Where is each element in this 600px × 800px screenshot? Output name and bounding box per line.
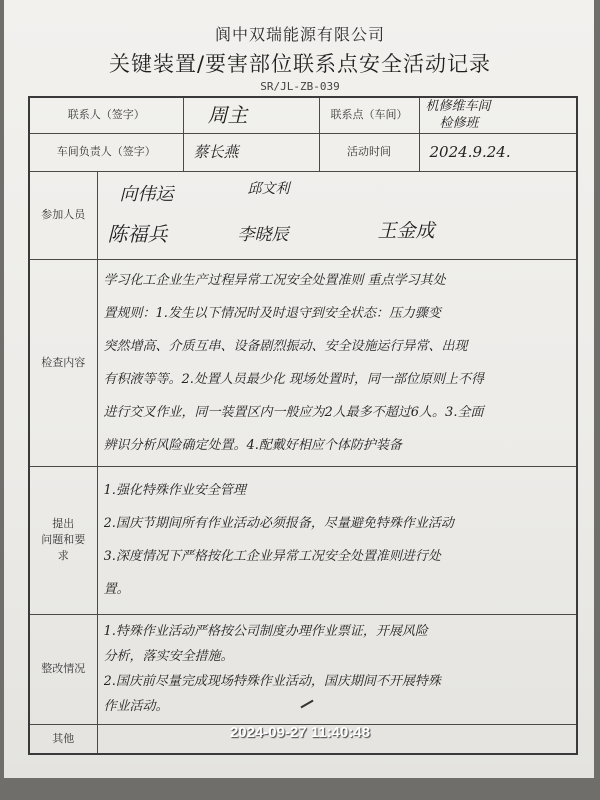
rectification-line: 作业活动。 (103, 699, 169, 714)
row-participants (29, 171, 577, 259)
inspection-line: 突然增高、介质互串、设备剧烈振动、安全设施运行异常、出现 (103, 338, 468, 354)
inspection-content (97, 259, 577, 466)
workshop-head-label: 车间负责人（签字） (29, 133, 183, 171)
participant-1: 向伟运 (119, 183, 174, 205)
inspection-line: 置规则：1.发生以下情况时及时退守到安全状态：压力骤变 (103, 305, 441, 321)
rectification-content (97, 614, 577, 724)
inspection-line: 辨识分析风险确定处置。4.配戴好相应个体防护装备 (103, 437, 402, 453)
form-title: 关键装置/要害部位联系点安全活动记录 (108, 52, 492, 76)
proposal-content (97, 466, 577, 614)
participants-signatures (97, 171, 577, 259)
rectification-line: 分析，落实安全措施。 (103, 649, 234, 664)
contact-point-line-2: 检修班 (439, 116, 479, 132)
participant-3: 陈福兵 (107, 221, 168, 246)
rectification-line: 2.国庆前尽量完成现场特殊作业活动，国庆期间不开展特殊 (103, 674, 441, 689)
proposal-line: 2.国庆节期间所有作业活动必须报备，尽量避免特殊作业活动 (103, 516, 454, 531)
row-contact (29, 97, 577, 133)
contact-person-signature: 周主 (183, 97, 319, 133)
proposal-line: 1.强化特殊作业安全管理 (103, 483, 246, 498)
activity-time-value: 2024.9.24. (419, 133, 577, 171)
photo-timestamp: 2024-09-27 11:40:48 (229, 724, 371, 741)
other-label: 其他 (29, 724, 97, 754)
participant-4: 李晓辰 (237, 224, 289, 245)
workshop-head-signature: 蔡长燕 (183, 133, 319, 171)
contact-person-label: 联系人（签字） (29, 97, 183, 133)
participant-2: 邱文利 (247, 180, 290, 197)
contact-point-line-1: 机修维车间 (425, 99, 491, 115)
contact-point-label: 联系点（车间） (319, 97, 419, 133)
inspection-line: 学习化工企业生产过程异常工况安全处置准则 重点学习其处 (103, 272, 446, 288)
activity-record-table (28, 96, 578, 755)
inspection-line: 进行交叉作业，同一装置区内一般应为2人最多不超过6人。3.全面 (103, 404, 484, 420)
inspection-label: 检查内容 (29, 259, 97, 466)
row-proposals (29, 466, 577, 614)
proposal-line: 3.深度情况下严格按化工企业异常工况安全处置准则进行处 (103, 549, 441, 564)
inspection-line: 有积液等等。2.处置人员最少化 现场处置时，同一部位原则上不得 (103, 371, 485, 387)
rectification-label: 整改情况 (29, 614, 97, 724)
rectification-line: 1.特殊作业活动严格按公司制度办理作业票证，开展风险 (103, 624, 428, 639)
company-name: 阆中双瑞能源有限公司 (214, 25, 385, 44)
proposal-label: 提出 问题和要求 (29, 466, 97, 614)
contact-point-value (419, 97, 577, 133)
document-code: SR/JL-ZB-039 (260, 80, 340, 93)
participant-5: 王金成 (377, 219, 435, 242)
row-inspection (29, 259, 577, 466)
row-rectification (29, 614, 577, 724)
row-workshop-head (29, 133, 577, 171)
proposal-line: 置。 (103, 582, 130, 597)
activity-time-label: 活动时间 (319, 133, 419, 171)
participants-label: 参加人员 (29, 171, 97, 259)
